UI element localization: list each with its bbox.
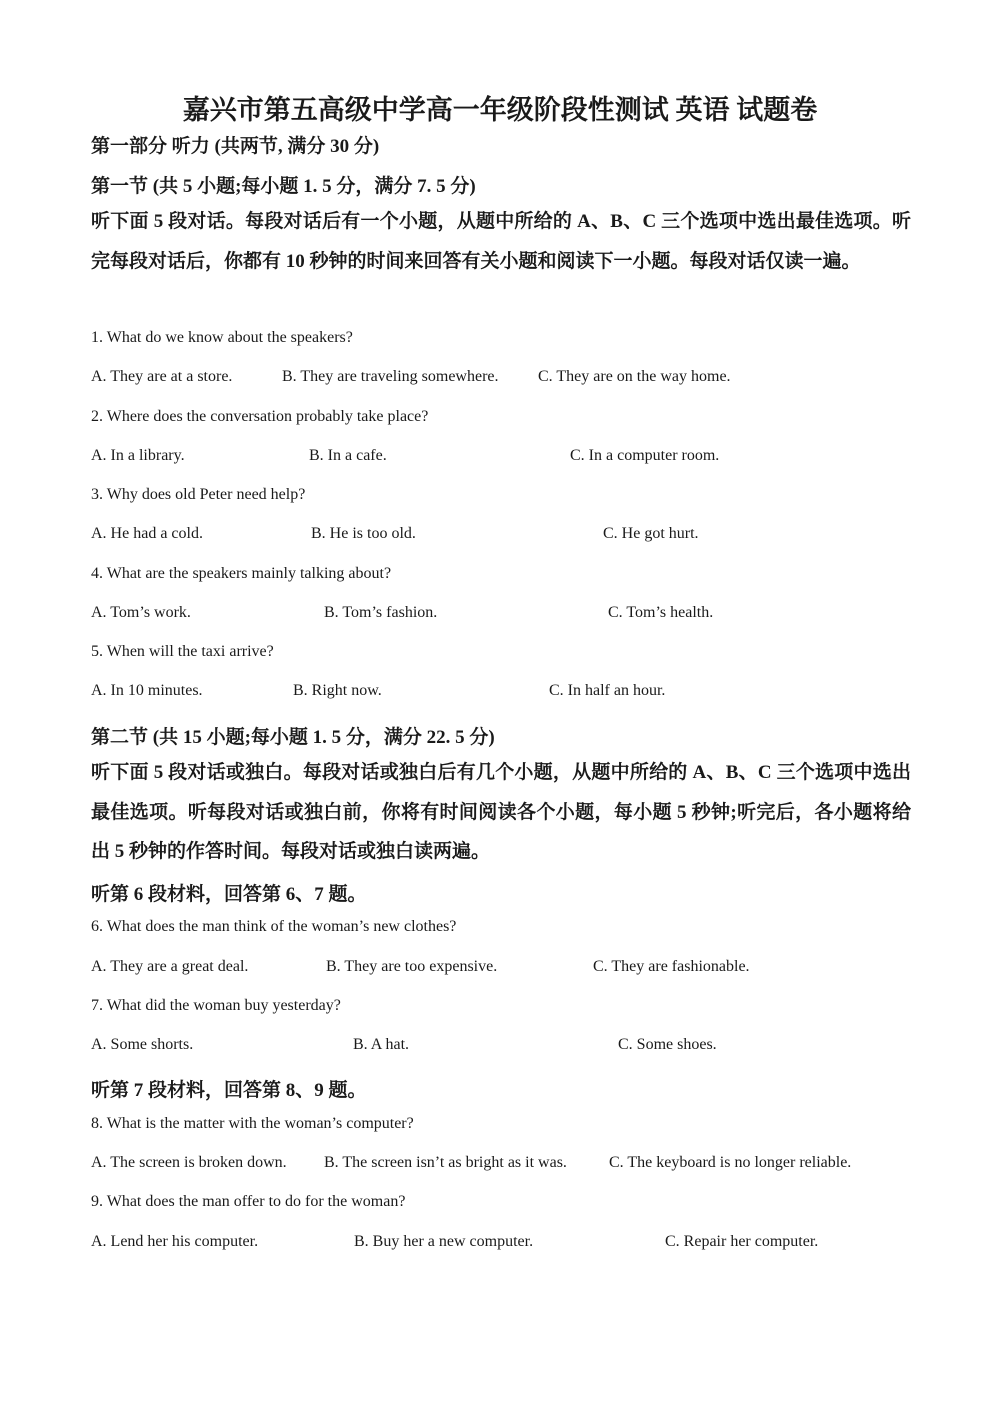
question-2-option-b: B. In a cafe. bbox=[309, 447, 387, 464]
question-9: 9. What does the man offer to do for the woman? bbox=[91, 1193, 406, 1210]
question-4-option-c: C. Tom’s health. bbox=[608, 604, 714, 621]
material-6-heading: 听第 6 段材料，回答第 6、7 题。 bbox=[91, 884, 367, 905]
question-9-option-c: C. Repair her computer. bbox=[665, 1233, 819, 1250]
question-2-option-a: A. In a library. bbox=[91, 447, 185, 464]
question-5-option-b: B. Right now. bbox=[293, 682, 382, 699]
question-3-option-c: C. He got hurt. bbox=[603, 525, 699, 542]
question-6-option-c: C. They are fashionable. bbox=[593, 958, 750, 975]
question-6-option-a: A. They are a great deal. bbox=[91, 958, 249, 975]
question-2-option-c: C. In a computer room. bbox=[570, 447, 720, 464]
question-4: 4. What are the speakers mainly talking about? bbox=[91, 565, 392, 582]
question-9-option-a: A. Lend her his computer. bbox=[91, 1233, 259, 1250]
question-3-option-a: A. He had a cold. bbox=[91, 525, 203, 542]
question-5-option-c: C. In half an hour. bbox=[549, 682, 666, 699]
question-6-option-b: B. They are too expensive. bbox=[326, 958, 498, 975]
question-5: 5. When will the taxi arrive? bbox=[91, 643, 274, 660]
exam-title: 嘉兴市第五高级中学高一年级阶段性测试 英语 试题卷 bbox=[182, 95, 818, 125]
question-5-option-a: A. In 10 minutes. bbox=[91, 682, 203, 699]
material-7-heading: 听第 7 段材料，回答第 8、9 题。 bbox=[91, 1080, 367, 1101]
question-7-option-b: B. A hat. bbox=[353, 1036, 410, 1053]
question-7-option-a: A. Some shorts. bbox=[91, 1036, 194, 1053]
question-8: 8. What is the matter with the woman’s computer? bbox=[91, 1115, 414, 1132]
section1-instructions: 听下面 5 段对话。每段对话后有一个小题，从题中所给的 A、B、C 三个选项中选出最佳选项。听完每段对话后，你都有 10 秒钟的时间来回答有关小题和阅读下一小题。每段对话仅读一遍。 bbox=[91, 211, 911, 272]
question-2: 2. Where does the conversation probably take place? bbox=[91, 408, 429, 425]
section1-heading: 第一节 (共 5 小题;每小题 1. 5 分，满分 7. 5 分) bbox=[91, 176, 476, 197]
question-1: 1. What do we know about the speakers? bbox=[91, 329, 353, 346]
question-4-option-b: B. Tom’s fashion. bbox=[324, 604, 438, 621]
question-1-option-c: C. They are on the way home. bbox=[538, 368, 731, 385]
question-6: 6. What does the man think of the woman’s new clothes? bbox=[91, 918, 457, 935]
question-7-option-c: C. Some shoes. bbox=[618, 1036, 717, 1053]
question-1-option-b: B. They are traveling somewhere. bbox=[282, 368, 499, 385]
question-3: 3. Why does old Peter need help? bbox=[91, 486, 306, 503]
part1-heading: 第一部分 听力 (共两节, 满分 30 分) bbox=[91, 136, 380, 157]
section2-heading: 第二节 (共 15 小题;每小题 1. 5 分，满分 22. 5 分) bbox=[91, 727, 495, 748]
question-8-option-a: A. The screen is broken down. bbox=[91, 1154, 287, 1171]
question-1-option-a: A. They are at a store. bbox=[91, 368, 233, 385]
question-9-option-b: B. Buy her a new computer. bbox=[354, 1233, 534, 1250]
question-3-option-b: B. He is too old. bbox=[311, 525, 416, 542]
question-8-option-b: B. The screen isn’t as bright as it was. bbox=[324, 1154, 567, 1171]
question-7: 7. What did the woman buy yesterday? bbox=[91, 997, 341, 1014]
question-4-option-a: A. Tom’s work. bbox=[91, 604, 191, 621]
question-8-option-c: C. The keyboard is no longer reliable. bbox=[609, 1154, 852, 1171]
section2-instructions: 听下面 5 段对话或独白。每段对话或独白后有几个小题，从题中所给的 A、B、C 三个选项中选出最佳选项。听每段对话或独白前，你将有时间阅读各个小题，每小题 5 秒钟;听完后，各小题将给出 5 秒钟的作答时间。每段对话或独白读两遍。 bbox=[91, 762, 911, 862]
